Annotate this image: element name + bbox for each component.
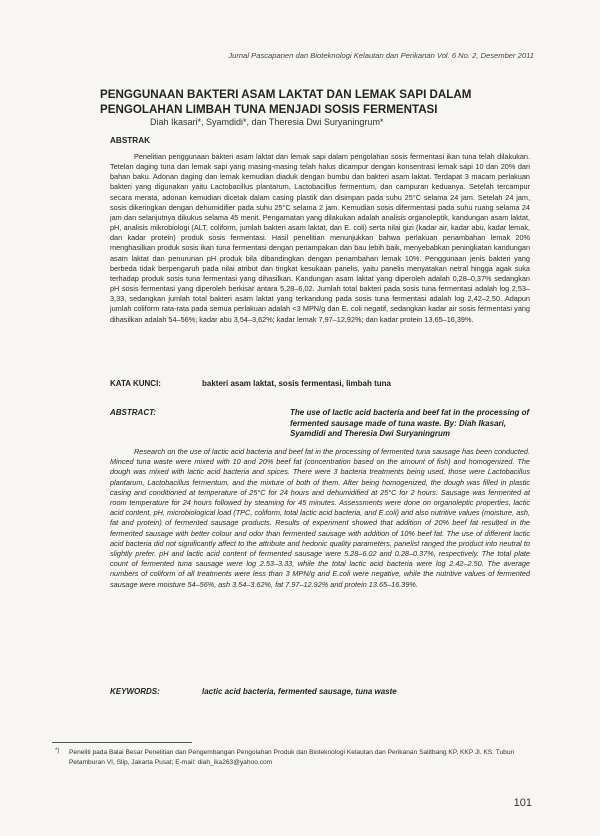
abstract-label: ABSTRACT:: [110, 408, 157, 417]
footnote: [55, 748, 535, 767]
page-number: 101: [513, 797, 532, 809]
footnote-text: Peneliti pada Balai Besar Penelitian dan Pengembangan Pengolahan Produk dan Bioteknologi Kelautan dan Perikanan Salitbang KP, KKP Jl. KS. Tubun Petamburan VI, Slip, Jakarta Pusat; E-mail: diah_ika263@yahoo.com: [69, 749, 515, 766]
keywords-row: [110, 687, 530, 696]
kata-kunci-value: bakteri asam laktat, sosis fermentasi, limbah tuna: [202, 379, 391, 388]
footnote-mark: *): [55, 748, 60, 754]
abstract-body: Research on the use of lactic acid bacteria and beef fat in the processing of fermented tuna sausage has been conducted. Minced tuna waste were mixed with 10 and 20% beef fat (concentration based on the amount of fish) and homogenized. The dough was mixed with lactic acid bacteria and spices. There were 3 bacteria treatments being used, those were Lactobacillus plantarum, Lactobacillus fermentum, and the mixture of both of them. After being homogenized, the dough was filled in plastic casing and conditioned at temperature of 25°C for 24 hours and dehumidified at 25°C for 2 hours. Sausage was fermented at room temperature for 24 hours followed by steaming for 45 minutes. Assessments were done on organoleptic properties, lactic acid content, pH, microbiological load (TPC, coliform, total lactic acid bacteria, and E.coli) and also nutritive values (moisture, ash, fat and protein) of fermented sausage products. Results of experiment showed that addition of 20% beef fat resulted in the fermented sausage with better colour and odor than fermented sausage with addition of 10% beef fat. The use of different lactic acid bacteria did not significantly affect to the attribute and hedonic quality parameters, panelist ranged the product into neutral to slightly prefer. pH and lactic acid content of fermented sausage were 5.28–6.02 and 0.28–0.37%, respectively. The total plate count of fermented tuna sausage were log 2.53–3.33, while the total lactic acid bacteria were log 2.42–2.50. The average numbers of coliform of all treatments were less than 3 MPN/g and E.coli were negative, while the nutritive values of fermented sausage were moisture 54–56%, ash 3.54–3.62%, fat 7.97–12.92% and protein 13.65–16.39%.: [110, 447, 530, 589]
abstrak-heading: ABSTRAK: [110, 136, 151, 145]
kata-kunci-label: KATA KUNCI:: [110, 379, 161, 388]
kata-kunci-row: [110, 379, 530, 388]
abstrak-body: Penelitian penggunaan bakteri asam laktat dan lemak sapi dalam pengolahan sosis fermentasi ikan tuna telah dilakukan. Tetelan daging tuna dan lemak sapi yang masing-masing telah halus dicampur dengan konsentrasi lemak sapi 10 dan 20% dari bahan baku. Adonan daging dan lemak kemudian diaduk dengan bumbu dan bakteri asam laktat. Terdapat 3 macam perlakuan bakteri yang digunakan yaitu Lactobacillus plantarum, Lactobacillus fermentum, dan campuran keduanya. Setelah tercampur secara merata, adonan kemudian dicetak dalam casing plastik dan disimpan pada suhu 25°C selama 24 jam. Setelah 24 jam, sosis dikeringkan dengan dehumidifier pada suhu 25°C selama 2 jam. Kemudian sosis difermentasi pada suhu ruang selama 24 jam dan selanjutnya dikukus selama 45 menit. Pengamatan yang dilakukan adalah analisis organoleptik, kandungan asam laktat, pH, analisis mikrobiologi (ALT, coliform, jumlah bakteri asam laktat, dan E. coli) serta nilai gizi (kadar air, kadar abu, kadar lemak, dan kadar protein) produk sosis fermentasi. Hasil penelitian menunjukkan bahwa perlakuan penambahan lemak 20% menghasilkan produk sosis ikan tuna fermentasi dengan penampakan dan bau lebih baik, menyebabkan peningkatan kandungan asam laktat dan penurunan pH produk bila dibandingkan dengan penambahan lemak 10%. Penggunaan jenis bakteri yang berbeda tidak berpengaruh pada nilai atribut dan tingkat kesukaan panelis, yaitu panelis menyatakan netral hingga agak suka terhadap produk sosis tuna fermentasi yang dihasilkan. Kandungan asam laktat yang diperoleh adalah 0,28–0,37% sedangkan pH sosis fermentasi yang diperoleh berkisar antara 5,28–6,02. Jumlah total bakteri pada sosis tuna fermentasi adalah log 2,53–3,33, sedangkan jumlah total bakteri asam laktat yang terkandung pada sosis tuna fermentasi adalah log 2,42–2,50. Adapun jumlah coliform rata-rata pada semua perlakuan adalah <3 MPN/g dan E. coli negatif, sedangkan kadar air sosis fermentasi yang dihasilkan adalah 54–56%; kadar abu 3,54–3,62%; kadar lemak 7,97–12,92%; dan kadar protein 13,65–16,39%.: [110, 152, 530, 324]
keywords-value: lactic acid bacteria, fermented sausage, tuna waste: [202, 687, 397, 696]
running-header: Jurnal Pascapanen dan Bioteknologi Kelautan dan Perikanan Vol. 6 No. 2, Desember 2011: [228, 51, 534, 60]
abstract-heading-row: [110, 408, 530, 440]
footnote-divider: [52, 742, 192, 743]
paper-title: PENGGUNAAN BAKTERI ASAM LAKTAT DAN LEMAK SAPI DALAM PENGOLAHAN LIMBAH TUNA MENJADI SOSIS FERMENTASI: [100, 88, 472, 116]
author-list: Diah Ikasari*, Syamdidi*, dan Theresia Dwi Suryaningrum*: [150, 117, 384, 127]
abstract-heading: The use of lactic acid bacteria and beef fat in the processing of fermented sausage made of tuna waste. By: Diah Ikasari, Syamdidi and Theresia Dwi Suryaningrum: [290, 408, 530, 438]
keywords-label: KEYWORDS:: [110, 687, 160, 696]
